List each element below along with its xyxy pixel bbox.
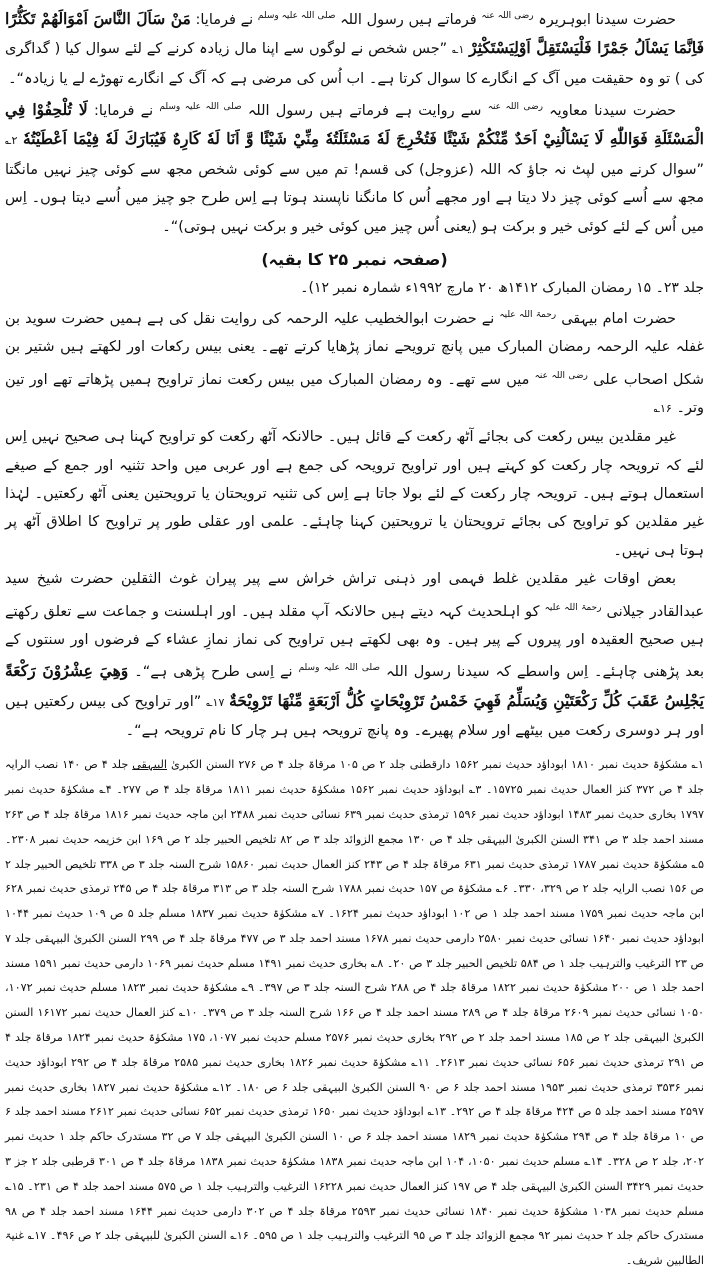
paragraph-text: میں سے تھے۔ وہ رمضان المبارک میں بیس رکعت نماز تراویح ہمیں پڑھاتے تھے اور تین وتر۔ xyxy=(5,371,704,416)
honorific-glyph: رضی اللہ عنہ xyxy=(481,11,534,21)
arabic-hadith-text: لَا تُلْحِفُوْا فِي الْمَسْئَلَةِ فَوَاللّٰهِ لَا يَسْاَلُنِيْ اَحَدٌ مِّنْكُمْ شَيْئًا فَتُخْرِجَ لَهٗ مَسْئَلَتُهٗ مِنِّيْ شَيْئًا وَّ اَنَا لَهٗ كَارِهٌ فَيُبَارَكَ لَهٗ فِيْمَا اَعْطَيْتُهٗ xyxy=(5,99,704,149)
honorific-glyph: صلی اللہ علیہ وسلم xyxy=(159,102,242,113)
urdu-translation: ”اور تراویح کی بیس رکعتیں ہیں اور ہر دوسری رکعت میں بیٹھے اور سلام پھیرے۔ وہ پانچ ترویحہ ہیں ہر چار کا نام ترویحہ ہے“۔ xyxy=(5,693,704,739)
paragraph-text: نے فرمایا: xyxy=(93,102,154,119)
honorific-glyph: رحمۃ اللہ علیہ xyxy=(544,602,602,613)
footnote-ref: ۲؎ xyxy=(5,134,18,148)
paragraph-text: نے فرمایا: xyxy=(195,11,254,28)
paragraph-hadith-muawiyah xyxy=(5,93,704,241)
honorific-glyph: صلی اللہ علیہ وسلم xyxy=(298,663,381,674)
paragraph-hadith-abu-hurairah xyxy=(5,2,704,93)
footnote-ref: ۱؎ xyxy=(451,43,465,57)
footnote-ref: ۱۷؎ xyxy=(206,695,225,709)
paragraph-text: بعض اوقات غیر مقلدین غلط فہمی اور ذہنی تراش خراش سے پیر پیران غوث الثقلین حضرت شیخ سید عبدالقادر جیلانی xyxy=(5,571,705,620)
urdu-translation: ”جس شخص نے لوگوں سے اپنا مال زیادہ کرنے کے لئے سوال کیا ( گداگری کی ) تو وہ حقیقت میں آگ کے انگارے کا سوال کرتا ہے۔ اب اُس کی مرضی ہے کہ آگ کے انگارے تھوڑے لے یا زیادہ“۔ xyxy=(5,41,704,87)
arabic-hadith-text: مَنْ سَاَلَ النَّاسَ اَمْوَالَهُمْ تَكَثُّرًا فَاِنَّمَا يَسْاَلُ جَمْرًا فَلْيَسْتَقِلَّ اَوْلِيَسْتَكْثِرْ xyxy=(5,8,705,58)
paragraph-text: سے روایت ہے فرماتے ہیں رسول اللہ xyxy=(247,102,482,119)
honorific-glyph: رحمۃ اللہ علیہ xyxy=(499,309,557,320)
paragraph-intro: حضرت سیدنا معاویہ xyxy=(549,102,677,119)
honorific-glyph: صلی اللہ علیہ وسلم xyxy=(257,11,336,21)
paragraph-text: حضرت امام بیہقی xyxy=(561,310,677,327)
urdu-translation: ”سوال کرنے میں لپٹ نہ جاؤ کہ اللہ (عزوجل) کی قسم! تم میں سے کوئی شخص مجھ سے کوئی چیز نہیں مانگتا مجھ سے اُسے کوئی چیز دلا دیتا ہے اور مجھے اُس کا مانگنا ناپسند ہوتا ہے اِس طرح جو چیز میں اُسے دیتا ہوں۔ اِس میں اُس کے لئے کوئی خیر و برکت ہو (یعنی اُس چیز میں کوئی خیر و برکت نہیں ہوتی)“۔ xyxy=(5,161,704,235)
footnotes-block xyxy=(5,753,704,1274)
issue-reference-line: جلد ۲۳۔ ۱۵ رمضان المبارک ۱۴۱۲ھ ۲۰ مارچ ۱۹۹۲ء شمارہ نمبر ۱۲)۔ xyxy=(300,279,704,296)
arabic-quote-text: وَهِيَ عِشْرُوْنَ رَكْعَةً يَجْلِسُ عَقَبَ كُلِّ رَكْعَتَيْنِ وَيُسَلِّمُ فَهِيَ خَمْسُ تَرْوِيْحَاتٍ كُلُّ اَرْبَعَةٍ مِّنْهَا تَرْوِيْحَةٌ xyxy=(5,661,704,710)
footnotes-text: ۱؎ مشکوٰۃ حدیث نمبر ۱۸۱۰ ابوداؤد حدیث نمبر ۱۵۶۲ دارقطنی جلد ۲ ص ۱۰۵ مرقاۃ جلد ۴ ص ۲۷۶ السنن الکبریٰ xyxy=(171,758,704,772)
footnotes-text: البیہقی xyxy=(132,758,168,772)
section-title: (صفحہ نمبر ۲۵ کا بقیہ) xyxy=(261,249,448,269)
paragraph-imam-bayhaqi xyxy=(5,301,704,423)
footnote-ref: ۱۶؎ xyxy=(653,401,672,415)
footnotes-text: جلد ۴ ص ۱۴۰ نصب الرایہ جلد ۴ ص ۳۷۲ کنز العمال حدیث نمبر ۱۵۷۲۵۔ ۳؎ ابوداؤد حدیث نمبر ۱۵۶۲ مشکوٰۃ حدیث نمبر ۱۸۱۱ مرقاۃ جلد ۴ ص ۲۷۷۔ ۴؎ مشکوٰۃ حدیث نمبر ۱۷۹۷ بخاری حدیث نمبر ۱۴۸۳ ابوداؤد حدیث نمبر ۱۵۹۶ ترمذی حدیث نمبر ۶۳۹ نسائی حدیث نمبر ۲۴۸۸ ابن ماجہ حدیث نمبر ۱۸۱۶ مرقاۃ جلد ۴ ص ۲۶۳ مسند احمد جلد ۳ ص ۳۴۱ السنن الکبریٰ البیہقی جلد ۴ ص ۱۳۰ مجمع الزوائد جلد ۳ ص ۸۲ تلخیص الحبیر جلد ۲ ص ۱۶۹ ابن خزیمہ حدیث نمبر ۲۳۰۸۔ ۵؎ مشکوٰۃ حدیث نمبر ۱۷۸۷ ترمذی حدیث نمبر ۶۳۱ مرقاۃ جلد ۴ ص ۲۴۳ کنز العمال حدیث نمبر ۱۵۸۶۰ شرح السنہ جلد ۳ ص ۳۳۸ تلخیص الحبیر جلد ۲ ص ۱۵۶ نصب الرایہ جلد ۲ ص ۳۲۹، ۳۳۰۔ ۶؎ مشکوٰۃ ص ۱۵۷ حدیث نمبر ۱۷۸۸ شرح السنہ جلد ۳ ص ۳۱۳ مرقاۃ جلد ۴ ص ۲۴۵ ترمذی حدیث نمبر ۶۲۸ ابن ماجہ حدیث نمبر ۱۷۵۹ مسند احمد جلد ۱ ص ۱۰۲ ابوداؤد حدیث نمبر ۱۶۲۴۔ ۷؎ مشکوٰۃ حدیث نمبر ۱۸۳۷ مسلم جلد ۵ ص ۱۰۹ حدیث نمبر ۱۰۴۴ ابوداؤد حدیث نمبر ۱۶۴۰ نسائی حدیث نمبر ۲۵۸۰ دارمی حدیث نمبر ۱۶۷۸ مسند احمد جلد ۳ ص ۴۷۷ مرقاۃ جلد ۴ ص ۲۹۹ السنن الکبریٰ البیہقی جلد ۷ ص ۲۳ الترغیب والترہیب جلد ۱ ص ۵۸۴ تلخیص الحبیر جلد ۳ ص ۲۰۔ ۸؎ بخاری حدیث نمبر ۱۴۹۱ مسلم حدیث نمبر ۱۰۶۹ دارمی حدیث نمبر ۱۵۹۱ مسند احمد جلد ۱ ص ۲۰۰ مشکوٰۃ حدیث نمبر ۱۸۲۲ مرقاۃ جلد ۴ ص ۲۸۸ شرح السنہ جلد ۳ ص ۳۹۷۔ ۹؎ مشکوٰۃ حدیث نمبر ۱۸۲۳ مسلم حدیث نمبر ۱۰۷۲، ۱۰۵۰ نسائی حدیث نمبر ۲۶۰۹ مرقاۃ جلد ۴ ص ۲۸۹ مسند احمد جلد ۴ ص ۱۶۶ شرح السنہ جلد ۳ ص ۳۷۹۔ ۱۰؎ کنز العمال حدیث نمبر ۱۶۱۷۲ السنن الکبریٰ البیہقی جلد ۲ ص ۱۸۵ مسند احمد جلد ۲ ص ۲۹۲ بخاری حدیث نمبر ۲۵۷۶ مسلم حدیث نمبر ۱۰۷۷، ۱۷۵ مشکوٰۃ حدیث نمبر ۱۸۲۴ مرقاۃ جلد ۴ ص ۲۹۱ ترمذی حدیث نمبر ۶۵۶ نسائی حدیث نمبر ۲۶۱۳۔ ۱۱؎ مشکوٰۃ حدیث نمبر ۱۸۲۶ بخاری حدیث نمبر ۲۵۸۵ مرقاۃ جلد ۴ ص ۲۹۲ ابوداؤد حدیث نمبر ۳۵۳۶ ترمذی حدیث نمبر ۱۹۵۳ مسند احمد جلد ۶ ص ۹۰ السنن الکبریٰ البیہقی جلد ۶ ص ۱۸۰۔ ۱۲؎ مشکوٰۃ حدیث نمبر ۱۸۲۷ بخاری حدیث نمبر ۲۵۹۷ مسند احمد جلد ۵ ص ۴۲۴ مرقاۃ جلد ۴ ص ۲۹۲۔ ۱۳؎ ابوداؤد حدیث نمبر ۱۶۵۰ ترمذی حدیث نمبر ۶۵۲ نسائی حدیث نمبر ۲۶۱۲ مسند احمد جلد ۶ ص ۱۰ مرقاۃ جلد ۴ ص ۲۹۴ مشکوٰۃ حدیث نمبر ۱۸۲۹ مسند احمد جلد ۶ ص ۱۰ السنن الکبریٰ البیہقی جلد ۷ ص ۳۲ مستدرک حاکم جلد ۱ حدیث نمبر ۲۰۲، جلد ۲ ص ۳۲۸۔ ۱۴؎ مسلم حدیث نمبر ۱۰۵۰، ۱۰۴ ابن ماجہ حدیث نمبر ۱۸۳۸ مشکوٰۃ حدیث نمبر ۱۸۳۸ مرقاۃ جلد ۴ ص ۳۰۱ قرطبی جلد ۲ جز ۳ حدیث نمبر ۳۴۲۹ السنن الکبریٰ البیہقی جلد ۴ ص ۱۹۷ کنز العمال حدیث نمبر ۱۶۲۲۸ الترغیب والترہیب جلد ۱ ص ۵۷۵ مسند احمد جلد ۴ ص ۲۳۱۔ ۱۵؎ مسلم حدیث نمبر ۱۰۳۸ مشکوٰۃ حدیث نمبر ۱۸۴۰ نسائی حدیث نمبر ۲۵۹۳ مرقاۃ جلد ۴ ص ۳۰۲ دارمی حدیث نمبر ۱۶۴۴ مسند احمد جلد ۴ ص ۹۸ مستدرک حاکم جلد ۲ حدیث نمبر ۹۲ مجمع الزوائد جلد ۳ ص ۹۵ الترغیب والترہیب جلد ۱ ص ۵۹۵۔ ۱۶؎ السنن الکبریٰ للبیہقی جلد ۲ ص ۴۹۶۔ ۱۷؎ غنیۃ الطالبین شریف۔ xyxy=(5,758,705,1268)
paragraph-abdul-qadir-jilani xyxy=(5,565,704,745)
paragraph-ghair-muqallideen: غیر مقلدین بیس رکعت کی بجائے آٹھ رکعت کے قائل ہیں۔ حالانکہ آٹھ رکعت کو تراویح کہنا ہی صحیح نہیں اِس لئے کہ ترویحہ چار رکعت کو کہتے ہیں اور تراویح ترویحہ کی جمع ہے اور عربی میں واحد تثنیہ اور جمع کے صیغے استعمال ہوتے ہیں۔ ترویحہ چار رکعت کے لئے بولا جاتا ہے اِس کی تثنیہ ترویحتان یا ترویحتین یعنی آٹھ رکعتیں۔ لہٰذا غیر مقلدین کو تراویح کی بجائے ترویحتان یا ترویحتین کہنا چاہئے۔ علمی اور عقلی طور پر تراویح کا اطلاق آٹھ پر ہوتا ہی نہیں۔ xyxy=(5,429,704,559)
paragraph-text: نے اِسی طرح پڑھی ہے“۔ xyxy=(134,664,293,681)
honorific-glyph: رضی اللہ عنہ xyxy=(534,370,588,381)
honorific-glyph: رضی اللہ عنہ xyxy=(487,102,543,113)
paragraph-text: کو اہلحدیث کہہ دیتے ہیں حالانکہ آپ مقلد ہیں۔ اور اہلسنت و جماعت سے تعلق رکھتے ہیں صحیح العقیدہ اور پیروں کے پیر ہیں۔ وہ بھی لکھتے ہیں تراویح کی نماز نمازِ عشاء کے فرضوں اور سنتوں کے بعد پڑھنی چاہئے۔ اِس واسطے کہ سیدنا رسول اللہ xyxy=(5,603,705,681)
paragraph-intro: حضرت سیدنا ابوہریرہ xyxy=(538,11,677,28)
paragraph-text: نے حضرت ابوالخطیب علیہ الرحمہ کی روایت نقل کی ہے ہمیں حضرت سوید بن غفلہ علیہ الرحمہ رمضان المبارک میں پانچ ترویحے نماز پڑھایا کرتے تھے۔ یعنی بیس رکعات اور لکھتے ہیں شتیر بن شکل اصحاب علی xyxy=(5,310,704,388)
paragraph-text: فرماتے ہیں رسول اللہ xyxy=(340,11,477,28)
